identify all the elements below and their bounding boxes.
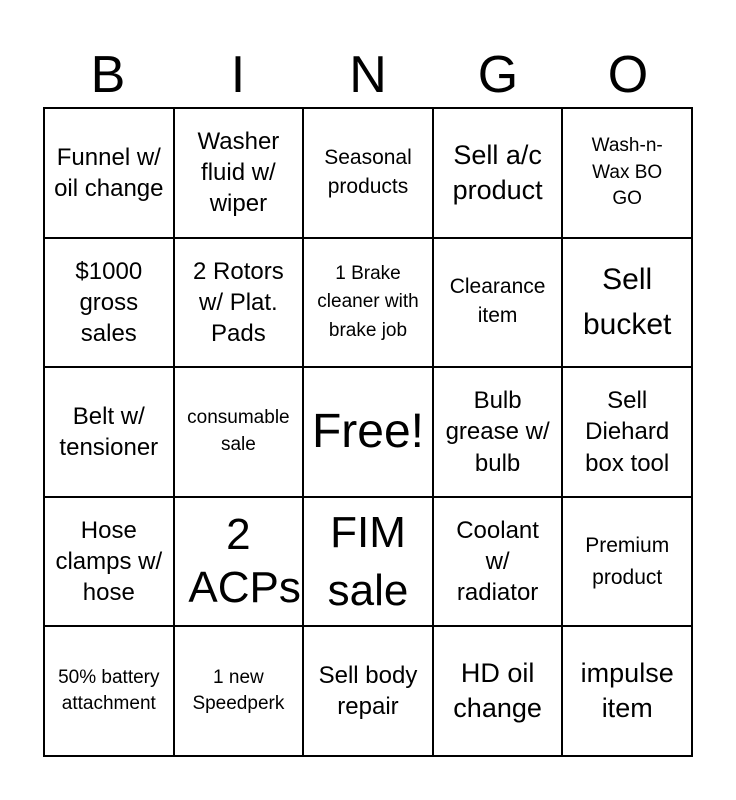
header-letter-g: G xyxy=(477,46,519,104)
bingo-cell-i5[interactable] xyxy=(174,626,304,756)
bingo-cell-i2[interactable] xyxy=(174,238,304,368)
bingo-cell-b4[interactable] xyxy=(44,497,174,627)
cell-text: Hose clamps w/ hose xyxy=(55,516,163,607)
cell-text: FIM sale xyxy=(327,508,409,615)
cell-text: Sell Diehard box tool xyxy=(585,387,670,477)
bingo-cell-o1[interactable] xyxy=(562,108,692,238)
cell-text: 2 ACPs xyxy=(188,509,301,612)
bingo-cell-b3[interactable] xyxy=(44,367,174,497)
cell-text: Clearance item xyxy=(449,275,546,328)
cell-text: Funnel w/ oil change xyxy=(54,143,164,202)
bingo-cell-g4[interactable] xyxy=(433,497,563,627)
bingo-cell-g1[interactable] xyxy=(433,108,563,238)
bingo-cell-o5[interactable] xyxy=(562,626,692,756)
bingo-cell-o2[interactable] xyxy=(562,238,692,368)
header-letter-o: O xyxy=(607,46,649,104)
bingo-cell-i4[interactable] xyxy=(174,497,304,627)
bingo-cell-g2[interactable] xyxy=(433,238,563,368)
bingo-cell-o4[interactable] xyxy=(562,497,692,627)
cell-text: Coolant w/ radiator xyxy=(456,516,539,607)
cell-text: Bulb grease w/ bulb xyxy=(445,387,550,477)
cell-text: Washer fluid w/ wiper xyxy=(197,128,280,218)
bingo-cell-g3[interactable] xyxy=(433,367,563,497)
cell-text: Sell body repair xyxy=(318,662,418,721)
cell-text: HD oil change xyxy=(453,658,542,724)
bingo-cell-n2[interactable] xyxy=(303,238,433,368)
cell-text: Sell bucket xyxy=(582,263,672,342)
cell-text: Seasonal products xyxy=(324,145,412,198)
bingo-cell-i1[interactable] xyxy=(174,108,304,238)
header-letter-b: B xyxy=(90,46,126,104)
bingo-board xyxy=(43,107,693,757)
bingo-cell-n5[interactable] xyxy=(303,626,433,756)
cell-text: 50% battery attachment xyxy=(58,666,160,715)
cell-text: Free! xyxy=(311,405,424,459)
bingo-cell-i3[interactable] xyxy=(174,367,304,497)
bingo-cell-b1[interactable] xyxy=(44,108,174,238)
bingo-cell-b5[interactable] xyxy=(44,626,174,756)
bingo-cell-free[interactable] xyxy=(303,367,433,497)
cell-text: consumable sale xyxy=(187,407,290,455)
bingo-cell-n4[interactable] xyxy=(303,497,433,627)
cell-text: Belt w/ tensioner xyxy=(59,402,159,461)
bingo-cell-n1[interactable] xyxy=(303,108,433,238)
bingo-cell-b2[interactable] xyxy=(44,238,174,368)
cell-text: $1000 gross sales xyxy=(75,257,143,347)
bingo-header xyxy=(43,40,693,110)
bingo-cell-o3[interactable] xyxy=(562,367,692,497)
cell-text: 1 new Speedperk xyxy=(192,666,285,715)
bingo-cell-g5[interactable] xyxy=(433,626,563,756)
cell-text: Sell a/c product xyxy=(452,139,543,205)
cell-text: Premium product xyxy=(585,534,670,589)
cell-text: 2 Rotors w/ Plat. Pads xyxy=(193,257,284,347)
cell-text: Wash-n-Wax BOGO xyxy=(591,134,663,210)
header-letter-i: I xyxy=(230,46,246,104)
cell-text: impulse item xyxy=(580,658,674,724)
header-letter-n: N xyxy=(349,46,387,104)
cell-text: 1 Brake cleaner with brake job xyxy=(317,262,419,341)
